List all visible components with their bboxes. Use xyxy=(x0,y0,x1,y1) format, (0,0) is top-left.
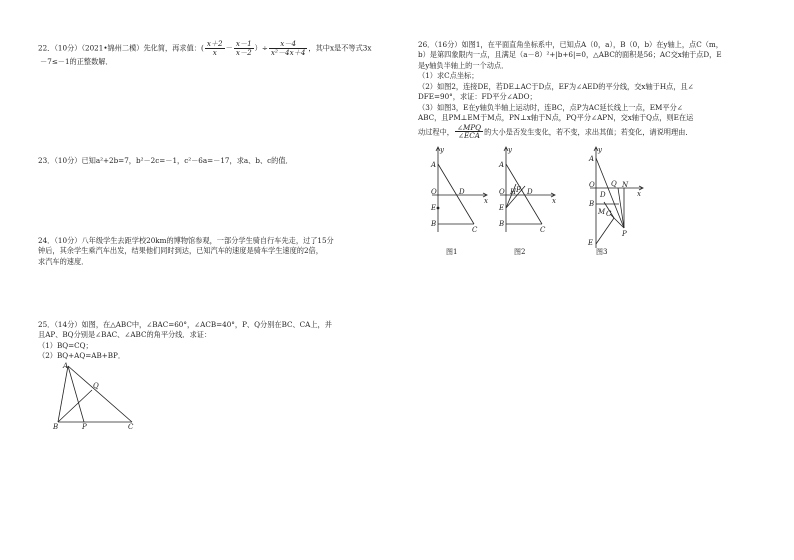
fig3-label-o: O xyxy=(589,181,595,189)
fig3-label-m: M xyxy=(598,208,606,216)
q25-label-a: A xyxy=(63,362,69,370)
q26-line-8: ABC，且PM⊥EM于M点，PN⊥x轴于N点，PQ平分∠APN，交x轴于Q点，则E在运 xyxy=(418,113,694,123)
q24-line-3: 求汽车的速度． xyxy=(38,256,89,266)
fig2-label-e: E xyxy=(499,204,505,212)
fig1-label-b: B xyxy=(431,220,437,228)
fig3-label-a: A xyxy=(589,155,595,163)
fig3-label-q: Q xyxy=(611,180,617,188)
fig2-label-c: C xyxy=(540,226,546,234)
fig3-label-x: x xyxy=(637,190,641,198)
q22-fraction-3: $\frac{x-4}{\text{x²－4x＋4}}$ xyxy=(270,39,306,57)
q26-line-5: （2）如图2，连接DE，若DE⊥AC于D点，EF为∠AED的平分线，交x轴于H点，且∠ xyxy=(418,81,694,91)
fig2-label-a: A xyxy=(499,161,505,169)
fig3-label-e: E xyxy=(588,239,594,247)
q25-triangle-figure xyxy=(50,362,140,432)
q26-line-4: （1）求C点坐标； xyxy=(418,71,479,81)
q26-line-9: 动过程中， $\frac{\text{∠MPQ}}{\text{∠ECA}}$ 的大小是否发生变化，若不变，求出其值；若变化，请说明理由． xyxy=(418,122,693,141)
question-24 xyxy=(38,236,334,267)
q26-fraction: $\frac{\text{∠MPQ}}{\text{∠ECA}}$ xyxy=(456,122,482,141)
q25-line-3: （1）BQ=CQ； xyxy=(38,340,93,350)
fig2-label-h: H xyxy=(510,188,517,196)
question-22: 22．（10分）（2021•锦州二模）先化简，再求值：( $\frac{x+2}{x}$ － $\frac{x-1}{x-2}$ ）÷ $\frac{x-4}{\text{x²－4x＋4}}$ ，其中x是不等式3x －7≤－1的正整数解． xyxy=(38,39,372,66)
q25-line-1: 25．（14分）如图，在△ABC中，∠BAC=60°，∠ACB=40°，P、Q分别在BC、CA上，并 xyxy=(38,320,332,329)
fig2-label-f: F xyxy=(516,186,521,194)
fig2-caption: 图2 xyxy=(514,248,526,256)
q22-fraction-2: $\frac{x-1}{x-2}$ xyxy=(235,39,252,57)
fig2-label-d: D xyxy=(527,188,533,196)
fig2-label-y: y xyxy=(508,146,512,154)
q24-line-1: 24．（10分）八年级学生去距学校20km的博物馆参观，一部分学生骑自行车先走，过了15分 xyxy=(38,236,334,245)
q26-line-2: b）是第四象限内一点，且满足（a－8）²+|b+6|=0，△ABC的面积是56；AC交x轴于点D，E xyxy=(418,50,722,60)
fig2-label-b: B xyxy=(499,220,505,228)
q22-fraction-1: $\frac{x+2}{x}$ xyxy=(206,39,223,57)
q25-label-q: Q xyxy=(93,382,99,390)
question-23 xyxy=(38,156,293,166)
fig2-label-o: O xyxy=(499,188,505,196)
fig1-label-x: x xyxy=(484,197,488,205)
fig1-label-e: E xyxy=(431,204,437,212)
fig3-label-p: P xyxy=(622,230,627,238)
fig3-label-c: C xyxy=(606,210,612,218)
fig3-label-d: D xyxy=(600,191,606,199)
q25-line-4: （2）BQ+AQ=AB+BP． xyxy=(38,351,126,361)
q25-label-p: P xyxy=(82,423,87,431)
fig3-caption: 图3 xyxy=(596,248,608,256)
fig2-label-x: x xyxy=(552,197,556,205)
q26-line-3: 是y轴负半轴上的一个动点． xyxy=(418,60,509,70)
q22-head: 22．（10分）（2021•锦州二模）先化简，再求值： xyxy=(38,43,201,53)
q26-line-7: （3）如图3，E在y轴负半轴上运动时，连BC，点P为AC延长线上一点，EM平分∠ xyxy=(418,102,683,112)
q24-line-2: 钟后，其余学生乘汽车出发，结果他们同时到达，已知汽车的速度是骑车学生速度的2倍， xyxy=(38,246,323,256)
q26-line-6: DFE=90°，求证：FD平分∠ADO； xyxy=(418,92,537,102)
q25-label-b: B xyxy=(53,423,59,431)
q26-line-1: 26．（16分）如图1，在平面直角坐标系中，已知点A（0，a），B（0，b）在y轴上，点C（m， xyxy=(418,40,723,49)
fig1-label-d: D xyxy=(459,188,465,196)
fig3-label-n: N xyxy=(622,181,629,189)
fig1-label-c: C xyxy=(472,226,478,234)
fig1-caption: 图1 xyxy=(446,248,458,256)
q23-text: 23．（10分）已知a²+2b=7，b²－2c=－1，c²－6a=－17，求a、b、c的值． xyxy=(38,156,293,165)
q22-line-2: －7≤－1的正整数解． xyxy=(40,56,113,66)
question-26 xyxy=(418,40,723,140)
fig1-label-o: O xyxy=(431,188,437,196)
fig1-label-y: y xyxy=(440,146,444,154)
q26-figure-3 xyxy=(582,144,652,259)
q25-label-c: C xyxy=(128,423,134,431)
question-25 xyxy=(38,320,332,362)
fig3-label-b: B xyxy=(589,200,595,208)
fig1-label-a: A xyxy=(431,161,437,169)
fig3-label-y: y xyxy=(598,146,602,154)
q26-figure-1 xyxy=(424,144,494,259)
q25-line-2: 且AP、BQ分别是∠BAC、∠ABC的角平分线．求证： xyxy=(38,330,212,340)
q26-figure-2 xyxy=(492,144,562,259)
